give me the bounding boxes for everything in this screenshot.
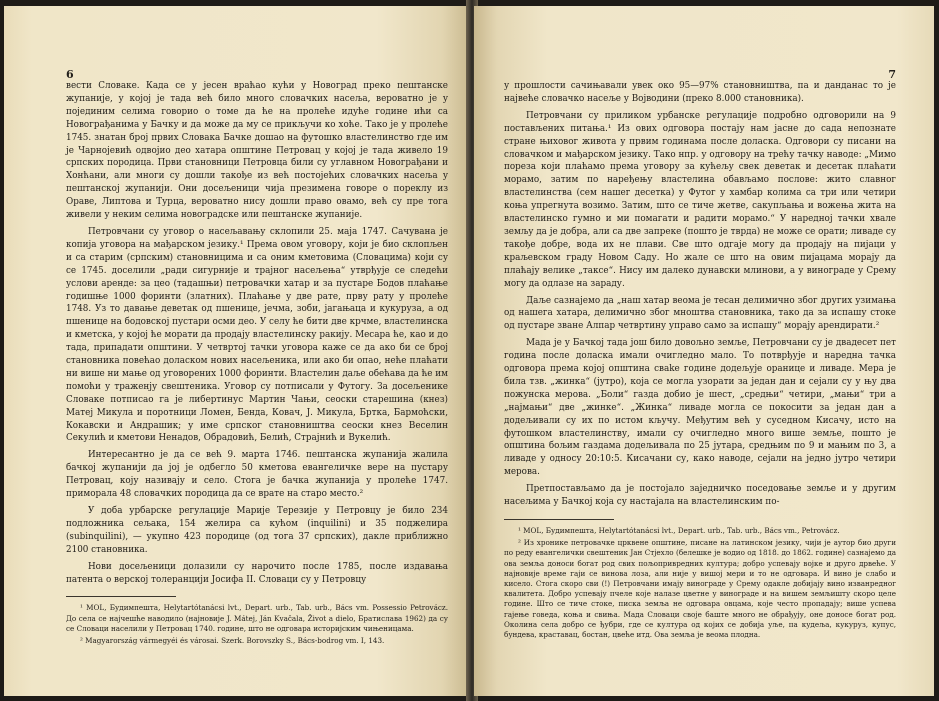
footnote: ¹ MOL, Будимпешта, Helytartótanácsi lvt., Depart. urb., Tab. urb., Bács vm. Possessio Petrovácz. До села се најчешће наводило (најновије J. Mátej, Ján Kvačala, Život a dielo, Братислава 1962) да су се Словаци населили у Петровац 1740. године, што не одговара историјским чињеницама. [66, 603, 448, 633]
paragraph: Даље сазнајемо да „наш хатар веома је тесан делимично због других узимања од нашега хатара, делимично због мноштва становника, тако да за испашу стоке од пустаре зване Алпар четвртину управо само за испашу“ морају арендирати.² [504, 295, 896, 332]
paragraph: Петровчани су приликом урбанске регулације подробно одговорили на 9 постављених питања.¹ Из ових одговора постају нам јасне до сада непознате стране њиховог живота у првим годинама после доласка. Одговори су писани на словачком и мађарском језику. Тако нпр. у одговору на трећу тачку наводе: „Мимо пореза који плаћамо према уговору за кућељу свек деветак и десетак плаћати морамо, затим по наређењу властелина обављамо послове: жито славног властелинства (сем нашег десетка) у Футог у хамбар колима са три или четири коња упрегнута возимо. Затим, што се тиче жетве, сакупљања и вожења жита на властелинско гумно и ми помагати и радити морамо.“ У наредној тачки хвале земљу да је добра, али са две запреке (пошто је тврда) не може се орати; ливаде су такође добре, вода их не плави. Све што одгаје могу да продају на пијаци у краљевском граду Новом Саду. Но жале се што на овим пијацама морају да плаћају велике „таксе“. Нису им далеко дунавски млинови, а у виноградe у Срему могу да одлазе на зараду. [504, 110, 896, 289]
paragraph: Интересантно је да се већ 9. марта 1746. пештанска жупанија жалила бачкој жупанији да јој је одбегло 50 кметова евангеличке вере на пустару Петровац, коју називају и село. Стога је бачка жупанија у пролеће 1747. приморала 48 словачких породица да се врате на старо место.² [66, 450, 448, 500]
right-page [474, 6, 934, 696]
paragraph: Петровчани су уговор о насељавању склопили 25. маја 1747. Сачувана је копија уговора на мађарском језику.¹ Према овом уговору, који је био склопљен и са старим (српским) становницима и са оним кметовима (Словацима) који су се 1745. доселили „ради сигурније и трајног насељења“ утврђује се следећи услови аренде: за цео (тадашњи) петровачки хатар и за пустаре Бодов плаћање годишње 1000 форинти (златних). Плаћање у две рате, прву рату у пролеће 1748. Уз то давање деветак од пшенице, јечма, зоби, јагањаца и кукуруза, а од пшенице на бодовској пустари осми део. У селу ће бити две крчме, властелинска и кметска, у којој ће морати да продају властелинску ракију. Месара ће, као и до тада, припадати општини. У четвртој тачки уговора каже се да ако би се број становника повећао доласком нових насељеника, или ако би опао, неће плаћати ни више ни мање од уговорених 1000 форинти. Властелин даље обећава да ће им помоћи у траженју свештеника. Уговор су потписали у Футогу. За досељенике Словаке потписао га је либертинус Мартин Чањи, сеоски старешина (кнез) Матеј Микула и поротници Ломен, Бенда, Ковач, Ј. Микула, Бртка, Бармоћски, Кокавски и Андрашик; у име српског становништва сеоски кнез Веселин Секулић и кметови Ненадов, Обрадовић, Белић, Страјнић и Вукелић. [66, 226, 448, 444]
footnotes [66, 603, 448, 646]
footnote-rule [504, 519, 614, 520]
page-number: 6 [66, 68, 74, 81]
paragraph: Претпостављамо да је постојало заједничко поседовање земље и у другим насељима у Бачкој која су настајала на властелинским по- [504, 484, 896, 508]
page-number: 7 [888, 68, 896, 81]
paragraph: вести Словаке. Када се у јесен враћао кући у Новоград преко пештанске жупаније, у којој је тада већ било много словачких насеља, вероватно је у појединим селима говорио о томе да ће на пролеће идуће године ићи са Новограђанима у Бачку и да може да му се прикључи ко хоће. Тако је у пролеће 1745. знатан број првих Словака Бачке дошао на футошко властелинство где им је Чарнојевић одвојио део хатара општине Петровац у којој је тада живело 19 српских породица. Први становници Петровца били су углавном Новограђани и Хонћани, али многи су дошли такође из већ постојећих словачких насеља у пештанској жупанији. Они досељеници чија презимена говоре о пореклу из Ораве, Липтова и Турца, вероватно нису дошли право овамо, већ су пре тога живели у неким селима новоградске или пештанске жупаније. [66, 81, 448, 221]
footnote: ² Из хронике петровачке црквене општине, писане на латинском језику, чији је аутор био други по реду евангелички свештеник Јан Стјехло (белешке је водио од 1818. до 1862. године) сазнајемо да ова земља доноси богат род свих пољопривредних култура; добро успевају војке и друго дрвеће. У најновије време гаји се винова лоза, али није у вишој мери и то не одговара. И вино је слабо и кисело. Стога скоро сви (!) Петровчани имају винограде у Срему одакле добијају вино изванредног квалитета. Добро успевају пчеле које налазе цветне у винограде и на вишем земљишту скоро целе године. Што се тиче стоке, пиcка земља не одговара овцама, које често пропадају; више успева гајење говеда, коња и свиња. Мада Словаци своје баште много не обрађују, оне доносе богат род. Околина села добро се ђубри, где се култура од којих се добија уље, па кудеља, кукуруз, купус, бундева, краставац, бостан, цвеће итд. Ова земља је веома плодна. [504, 538, 896, 640]
body-text [66, 80, 448, 586]
paragraph: Нови досељеници долазили су нарочито после 1785, после издавања патента о верској толеранцији Јосифа II. Словаци су у Петровцу [66, 561, 448, 585]
paragraph: У доба урбарске регулације Марије Терезије у Петровцу је било 234 подложника сељака, 154 желира са кућом (inquilini) и 35 поджелира (subinquilini), — укупно 423 породице (од тога 37 српских), дакле приближно 2100 становника. [66, 506, 448, 555]
paragraph: у прошлости сачињавали увек око 95—97% становништва, па и данданас то је највеће словачко насеље у Војводини (преко 8.000 становника). [504, 81, 896, 104]
body-text [504, 80, 896, 509]
left-page [4, 6, 470, 696]
footnote-rule [66, 596, 176, 597]
footnote: ² Magyarország vármegyéi és városai. Szerk. Borovszky S., Bács-bodrog vm. I, 143. [80, 636, 385, 646]
footnote: ¹ MOL, Будимпешта, Helytartótanácsi lvt., Depart. urb., Tab. urb., Bács vm., Petrovácz. [518, 526, 840, 535]
footnotes [504, 526, 896, 640]
paragraph: Мада је у Бачкој тада још било довољно земље, Петровчани су је двадесет пет година после доласка имали очигледно мало. То потврђује и наредна тачка одговора према којој општина свake године додељује оранице и ливаде. Мера је била тзв. „жинка“ (јутро), која се могла узорати за један дан и сејали су у њу два пожунска мерова. „Боли“ газда добио је шест, „средњи“ четири, „мањи“ три а „најмањи“ две „жинке“. „Жинка“ ливаде могла се покосити за један дан а додељивали су их по истом кључу. Међутим већ у суседном Кисачу, исто на футошком властелинству, имали су очигледно много више земље, пошто је општина бољим газдама додељивала по 25 јутара, средњим по 9 и мањим по 3, а ливаде у односу 20:10:5. Кисачани су, како наводе, сејали на једно јутро четири мерова. [504, 338, 896, 478]
